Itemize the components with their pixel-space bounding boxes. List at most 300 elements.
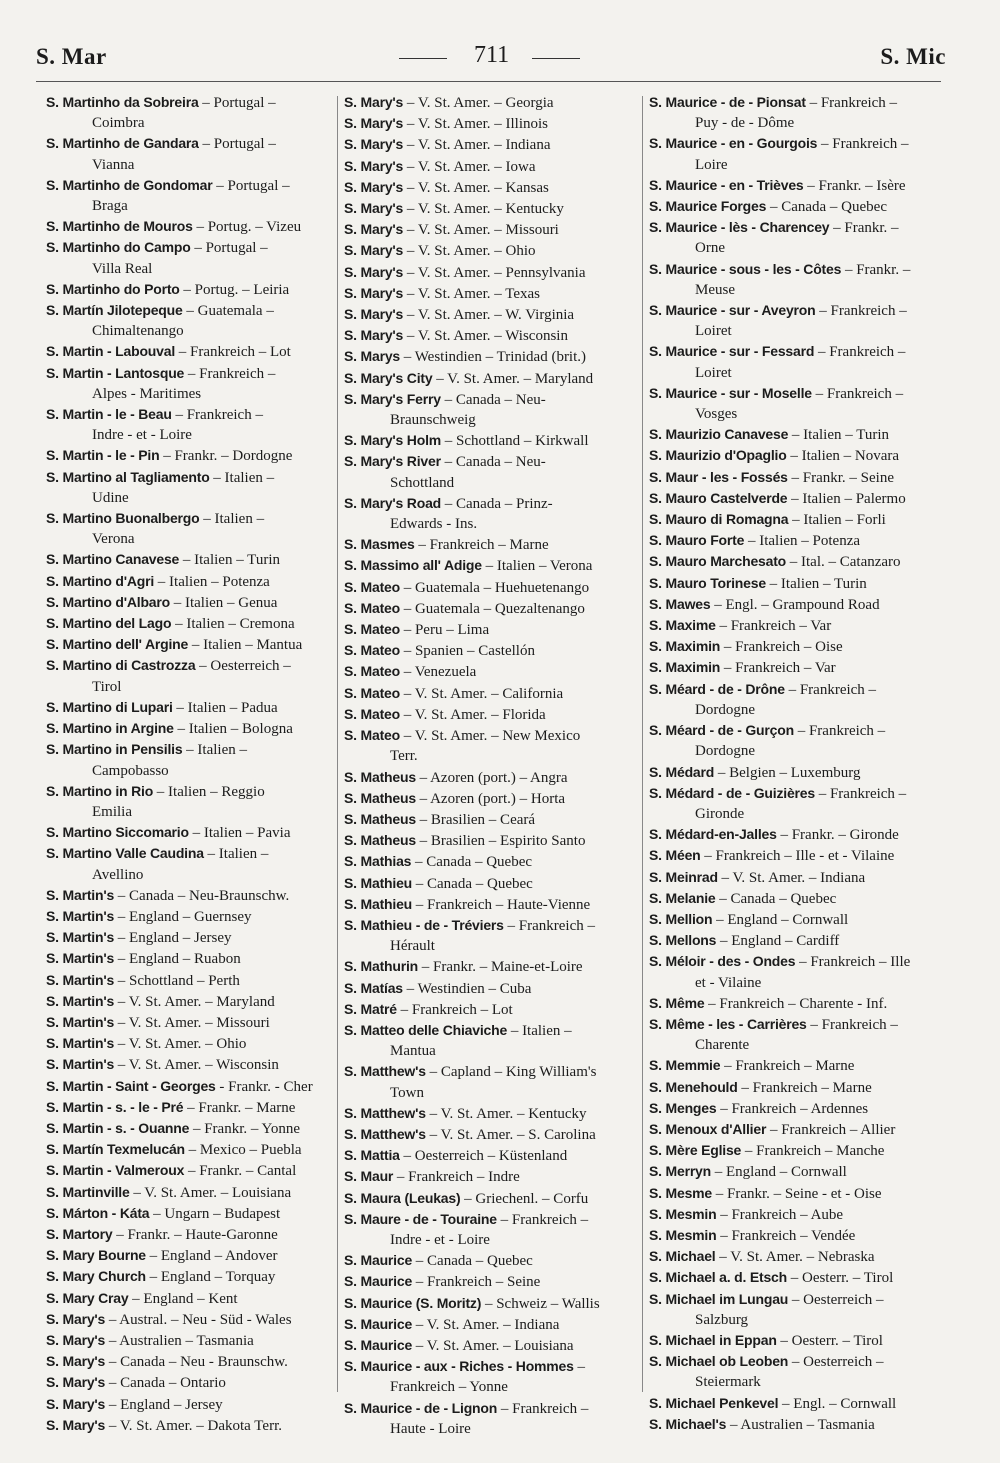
- gazetteer-entry: [344, 767, 636, 788]
- entry-line: [46, 781, 334, 802]
- place-location: – Griechenl. – Corfu: [460, 1190, 589, 1207]
- place-location: – Canada – Quebec: [412, 1253, 533, 1270]
- entry-line: [344, 851, 636, 872]
- place-location: – V. St. Amer. – New Mexico: [399, 728, 581, 745]
- gazetteer-entry: [46, 970, 334, 991]
- entry-line: [649, 1267, 945, 1288]
- place-location-continued: Emilia: [92, 803, 132, 820]
- place-location: – Azoren (port.) – Angra: [415, 769, 568, 786]
- place-location: – Canada – Ontario: [105, 1375, 226, 1392]
- place-location: – England – Cornwall: [711, 1164, 847, 1181]
- place-location: – Canada – Quebec: [411, 854, 533, 871]
- place-location: –: [573, 1359, 585, 1376]
- gazetteer-entry: [46, 948, 334, 969]
- gazetteer-entry: [649, 594, 945, 615]
- place-name: S. Maurice - lès - Charencey: [649, 219, 830, 236]
- entry-line: [344, 830, 636, 851]
- place-name: S. Mathieu: [344, 895, 413, 912]
- gazetteer-entry: [649, 259, 945, 300]
- place-name: S. Matheus: [344, 810, 416, 827]
- place-location-continued: Mantua: [390, 1043, 436, 1060]
- place-location: – Canada – Quebec: [715, 890, 837, 907]
- entry-line: [46, 133, 334, 154]
- gazetteer-entry: [649, 1183, 945, 1204]
- place-name: S. Massimo all' Adige: [344, 557, 482, 574]
- place-location-continued: Chimaltenango: [92, 323, 184, 340]
- place-name: S. Mateo: [344, 621, 400, 638]
- place-name: S. Martín Texmelucán: [46, 1141, 185, 1158]
- place-location: – Frankreich – Ille - et - Vilaine: [700, 848, 895, 865]
- place-location: – Spanien – Castellón: [399, 643, 535, 660]
- place-location: – Frankr. – Yonne: [189, 1120, 301, 1137]
- gazetteer-entry: [649, 1140, 945, 1161]
- gazetteer-entry: [649, 951, 945, 992]
- entry-line: [344, 640, 636, 661]
- gazetteer-entry: [649, 175, 945, 196]
- entry-line: [46, 363, 334, 384]
- place-location-continued: Meuse: [695, 281, 735, 298]
- place-location-continued: Haute - Loire: [390, 1420, 471, 1437]
- place-location-continued: Tirol: [92, 678, 122, 695]
- place-location: – V. St. Amer. – Kentucky: [403, 201, 564, 218]
- place-location: – Frankreich –: [784, 681, 877, 698]
- entry-line: [344, 1356, 636, 1377]
- place-location: – Canada – Quebec: [412, 875, 533, 892]
- place-name: S. Martin - Lantosque: [46, 364, 185, 381]
- place-location: – V. St. Amer. – California: [399, 685, 564, 702]
- place-name: S. Matheus: [344, 789, 416, 806]
- entry-line: [344, 1271, 636, 1292]
- place-location: – Frankreich –: [814, 344, 906, 361]
- entry-line: [46, 927, 334, 948]
- place-name: S. Matheus: [344, 832, 416, 849]
- place-name: S. Mary's River: [344, 453, 441, 470]
- entry-line: [46, 1266, 334, 1287]
- place-location-continued: Frankreich – Yonne: [390, 1379, 508, 1396]
- place-location: – Frankreich – Manche: [741, 1143, 885, 1160]
- gazetteer-entry: [649, 1351, 945, 1392]
- gazetteer-entry: [344, 198, 636, 219]
- place-location-continued: Town: [390, 1084, 424, 1101]
- entry-line: [46, 1118, 334, 1139]
- place-location-continued: Schottland: [390, 474, 455, 491]
- place-location: – Oesterreich – Küstenland: [399, 1148, 568, 1165]
- place-name: S. Martinho de Mouros: [46, 218, 193, 235]
- gazetteer-entry: [46, 822, 334, 843]
- gazetteer-entry: [344, 1124, 636, 1145]
- gazetteer-entry: [649, 783, 945, 824]
- gazetteer-entry: [649, 551, 945, 572]
- place-name: S. Même: [649, 994, 705, 1011]
- gazetteer-entry: [649, 1161, 945, 1182]
- place-location: – Italien – Pavia: [188, 825, 291, 842]
- place-name: S. Michael im Lungau: [649, 1290, 789, 1307]
- place-location: – Frankr. – Isère: [803, 177, 906, 194]
- gazetteer-entry: [649, 1055, 945, 1076]
- place-name: S. Mary's: [344, 94, 404, 110]
- entry-line: [649, 1014, 945, 1035]
- place-name: S. Matré: [344, 1000, 397, 1017]
- entry-line: [649, 133, 945, 154]
- place-name: S. Maurice - aux - Riches - Hommes: [344, 1358, 574, 1375]
- place-name: S. Mary's: [46, 1331, 106, 1348]
- place-location: – Frankreich – Ille: [795, 954, 911, 971]
- entry-line: [344, 1103, 636, 1124]
- gazetteer-entry: [649, 762, 945, 783]
- entry-line: [344, 894, 636, 915]
- gazetteer-entry: [344, 915, 636, 956]
- place-name: S. Martino d'Albaro: [46, 593, 170, 610]
- place-location: – Frankreich –: [817, 136, 909, 153]
- place-name: S. Martino d'Agri: [46, 572, 155, 589]
- gazetteer-entry: [649, 133, 945, 174]
- gazetteer-entry: [649, 1014, 945, 1055]
- gazetteer-entry: [344, 1250, 636, 1271]
- place-name: S. Maurice - sous - les - Côtes: [649, 260, 842, 277]
- gazetteer-entry: [46, 991, 334, 1012]
- place-name: S. Maurice - de - Lignon: [344, 1399, 498, 1416]
- entry-line: [46, 822, 334, 843]
- place-name: S. Mary's: [344, 200, 404, 217]
- gazetteer-entry: [649, 888, 945, 909]
- entry-line: [46, 1203, 334, 1224]
- gazetteer-entry: [46, 1288, 334, 1309]
- place-location: – V. St. Amer. – Florida: [399, 706, 546, 723]
- entry-line: [344, 156, 636, 177]
- column-2: [344, 92, 636, 1439]
- place-location: – Frankr. –: [829, 220, 899, 237]
- place-name: S. Martino Buonalbergo: [46, 510, 200, 527]
- place-location: – Ital. – Catanzaro: [786, 554, 901, 571]
- place-name: S. Mateo: [344, 642, 400, 659]
- gazetteer-entry: [649, 467, 945, 488]
- place-location: – Mexico – Puebla: [184, 1142, 302, 1159]
- gazetteer-entry: [344, 725, 636, 766]
- gazetteer-entry: [46, 906, 334, 927]
- place-name: S. Mary's: [344, 306, 404, 323]
- gazetteer-entry: [649, 92, 945, 133]
- gazetteer-entry: [649, 509, 945, 530]
- header-dash-right: [532, 58, 580, 59]
- place-location: – Frankr. – Marne: [183, 1099, 296, 1116]
- place-location-continued: Indre - et - Loire: [390, 1231, 490, 1248]
- gazetteer-entry: [649, 341, 945, 382]
- place-location: – Frankr. – Haute-Garonne: [112, 1226, 278, 1243]
- entry-line: [344, 134, 636, 155]
- entry-line: [649, 1393, 945, 1414]
- gazetteer-entry: [344, 325, 636, 346]
- place-name: S. Mellion: [649, 910, 713, 927]
- place-location: – Italien –: [182, 742, 247, 759]
- entry-line: [649, 467, 945, 488]
- place-name: S. Martino Valle Caudina: [46, 845, 204, 862]
- gazetteer-entry: [46, 279, 334, 300]
- gazetteer-entry: [344, 873, 636, 894]
- entry-line: [46, 279, 334, 300]
- place-name: S. Martino del Lago: [46, 615, 172, 632]
- entry-line: [344, 389, 636, 410]
- entry-line: [344, 704, 636, 725]
- place-location: – Guatemala – Quezaltenango: [399, 600, 585, 617]
- place-location-continued: Salzburg: [695, 1311, 749, 1328]
- entry-line: [649, 383, 945, 404]
- entry-line: [46, 1012, 334, 1033]
- place-location: – Frankreich – Var: [720, 660, 836, 677]
- place-location: – Italien – Palermo: [787, 490, 906, 507]
- place-name: S. Memmie: [649, 1057, 721, 1074]
- place-name: S. Mattia: [344, 1147, 400, 1164]
- place-name: S. Martin's: [46, 1035, 115, 1052]
- place-location: – Portugal –: [190, 240, 268, 257]
- place-location: – Canada – Neu - Braunschw.: [105, 1354, 288, 1371]
- gazetteer-entry: [46, 300, 334, 341]
- place-location: – V. St. Amer. – Nebraska: [715, 1249, 875, 1266]
- place-name: S. Maurice - de - Pionsat: [649, 94, 806, 110]
- place-name: S. Mesmin: [649, 1205, 717, 1222]
- place-location: – V. St. Amer. – Louisiana: [129, 1184, 292, 1201]
- place-name: S. Maurice: [344, 1336, 413, 1353]
- place-location: – Frankreich – Lot: [175, 344, 291, 361]
- place-name: S. Martin's: [46, 992, 115, 1009]
- place-name: S. Méen: [649, 847, 701, 864]
- gazetteer-entry: [344, 1271, 636, 1292]
- place-location-continued: Campobasso: [92, 762, 169, 779]
- entry-line: [344, 598, 636, 619]
- header-dash-left: [399, 58, 447, 59]
- place-name: S. Matthew's: [344, 1063, 426, 1080]
- gazetteer-entry: [649, 1119, 945, 1140]
- place-name: S. Mary's: [344, 157, 404, 174]
- place-location: – Frankreich –: [815, 303, 907, 320]
- entry-line: [46, 948, 334, 969]
- column-divider: [642, 96, 643, 1392]
- gazetteer-entry: [649, 300, 945, 341]
- entry-line: [649, 445, 945, 466]
- place-name: S. Mary's: [344, 136, 404, 153]
- place-location: – Italien – Genua: [169, 594, 278, 611]
- place-location: – Canada – Neu-: [440, 391, 546, 408]
- gazetteer-entry: [649, 573, 945, 594]
- entry-line: [649, 845, 945, 866]
- gazetteer-entry: [649, 488, 945, 509]
- place-location: – Frankreich – Haute-Vienne: [412, 896, 591, 913]
- gazetteer-entry: [46, 571, 334, 592]
- place-name: S. Martino in Argine: [46, 720, 174, 737]
- place-location: – Engl. – Cornwall: [778, 1395, 897, 1412]
- place-location: – Italien – Potenza: [154, 573, 270, 590]
- place-name: S. Mary's: [46, 1374, 106, 1391]
- place-location: – Frankreich –: [814, 785, 907, 802]
- entry-line: [344, 368, 636, 389]
- entry-line: [46, 467, 334, 488]
- place-name: S. Méard - de - Drône: [649, 680, 785, 697]
- entry-line: [649, 259, 945, 280]
- place-name: S. Marys: [344, 348, 400, 365]
- place-location: – Engl. – Grampound Road: [710, 596, 880, 613]
- place-location-continued: Dordogne: [695, 701, 755, 718]
- entry-line: [649, 636, 945, 657]
- place-location: – Italien – Cremona: [171, 616, 295, 633]
- gazetteer-entry: [649, 615, 945, 636]
- place-location: – V. St. Amer. – Georgia: [403, 95, 554, 111]
- place-name: S. Mauro di Romagna: [649, 511, 789, 528]
- place-location-continued: Steiermark: [695, 1374, 761, 1391]
- entry-line: [46, 404, 334, 425]
- entry-line: [649, 175, 945, 196]
- entry-line: [649, 1161, 945, 1182]
- place-location: – Italien – Turin: [179, 552, 280, 569]
- place-location: – V. St. Amer. – Maryland: [432, 370, 594, 387]
- entry-line: [46, 718, 334, 739]
- gazetteer-entry: [344, 894, 636, 915]
- header-rule: [36, 81, 941, 82]
- entry-line: [649, 488, 945, 509]
- place-location: – Australien – Tasmania: [726, 1416, 875, 1433]
- page-number: 711: [474, 42, 510, 68]
- place-name: S. Martino di Lupari: [46, 698, 173, 715]
- gazetteer-entry: [46, 237, 334, 278]
- gazetteer-entry: [46, 1097, 334, 1118]
- place-location: – V. St. Amer. – Dakota Terr.: [105, 1417, 282, 1434]
- place-name: S. Melanie: [649, 889, 716, 906]
- place-location: – Frankreich – Var: [715, 618, 832, 635]
- entry-line: [46, 237, 334, 258]
- place-name: S. Martino di Castrozza: [46, 657, 196, 674]
- place-location: – Ungarn – Budapest: [149, 1205, 281, 1222]
- place-location: – Frankreich – Marne: [737, 1079, 872, 1096]
- place-name: S. Mary's: [344, 263, 404, 280]
- gazetteer-entry: [46, 739, 334, 780]
- place-location: – V. St. Amer. – Ohio: [114, 1036, 247, 1053]
- gazetteer-entry: [344, 134, 636, 155]
- gazetteer-entry: [46, 1012, 334, 1033]
- gazetteer-entry: [344, 851, 636, 872]
- place-name: S. Martin's: [46, 907, 115, 924]
- place-location: – Frankr. – Maine-et-Loire: [418, 959, 583, 976]
- entry-line: [649, 1351, 945, 1372]
- gazetteer-entry: [46, 92, 334, 133]
- entry-line: [344, 325, 636, 346]
- gazetteer-entry: [344, 640, 636, 661]
- gazetteer-entry: [344, 493, 636, 534]
- entry-line: [649, 951, 945, 972]
- entry-line: [649, 509, 945, 530]
- place-name: S. Meinrad: [649, 868, 718, 885]
- place-name: S. Mary's: [344, 221, 404, 238]
- place-name: S. Michael Penkevel: [649, 1394, 779, 1411]
- gazetteer-entry: [46, 1182, 334, 1203]
- place-location: – Italien – Verona: [481, 558, 593, 575]
- gazetteer-entry: [649, 1204, 945, 1225]
- place-location-continued: Orne: [695, 240, 725, 257]
- place-location: – Belgien – Luxemburg: [714, 764, 861, 781]
- gazetteer-entry: [46, 1415, 334, 1436]
- place-location-continued: Terr.: [390, 748, 418, 765]
- place-location: – England – Andover: [145, 1248, 278, 1265]
- entry-line: [46, 1054, 334, 1075]
- entry-line: [649, 993, 945, 1014]
- place-name: S. Mary's: [344, 242, 404, 259]
- place-location: – Canada – Prinz-: [441, 495, 553, 512]
- gazetteer-entry: [649, 530, 945, 551]
- place-name: S. Maurice - en - Gourgois: [649, 135, 818, 152]
- place-location-continued: Udine: [92, 489, 129, 506]
- place-location: – England – Kent: [128, 1290, 238, 1307]
- place-location: – Italien –: [199, 511, 265, 528]
- gazetteer-entry: [649, 196, 945, 217]
- place-name: S. Martin's: [46, 1056, 115, 1073]
- place-location-continued: Gironde: [695, 805, 745, 822]
- entry-line: [46, 1288, 334, 1309]
- place-location: – V. St. Amer. – Wisconsin: [114, 1057, 279, 1074]
- entry-line: [344, 240, 636, 261]
- entry-line: [46, 739, 334, 760]
- place-location: – Guatemala – Huehuetenango: [399, 579, 590, 596]
- gazetteer-entry: [344, 598, 636, 619]
- entry-line: [649, 551, 945, 572]
- gazetteer-entry: [46, 1224, 334, 1245]
- entry-line: [46, 300, 334, 321]
- gazetteer-entry: [46, 508, 334, 549]
- gazetteer-entry: [46, 445, 334, 466]
- place-name: S. Martin's: [46, 1013, 115, 1030]
- place-name: S. Maurizio Canavese: [649, 426, 789, 443]
- gazetteer-entry: [344, 1145, 636, 1166]
- entry-line: [649, 888, 945, 909]
- place-name: S. Martino Canavese: [46, 551, 180, 568]
- place-name: S. Mary's City: [344, 369, 433, 386]
- entry-line: [46, 175, 334, 196]
- place-name: S. Mary Bourne: [46, 1247, 146, 1264]
- place-location-continued: Charente: [695, 1037, 750, 1054]
- place-name: S. Maurice (S. Moritz): [344, 1294, 482, 1311]
- place-name: S. Maurice - en - Trièves: [649, 176, 804, 193]
- gazetteer-entry: [344, 113, 636, 134]
- place-name: S. Mauro Castelverde: [649, 489, 788, 506]
- gazetteer-entry: [46, 613, 334, 634]
- column-1: [46, 92, 334, 1436]
- place-name: S. Michael: [649, 1248, 716, 1265]
- place-location: – V. St. Amer. – Missouri: [403, 222, 559, 239]
- entry-line: [344, 661, 636, 682]
- place-location: – Portugal –: [198, 136, 276, 153]
- gazetteer-entry: [344, 704, 636, 725]
- gazetteer-entry: [649, 679, 945, 720]
- entry-line: [649, 92, 945, 113]
- gazetteer-entry: [46, 1330, 334, 1351]
- place-location: – V. St. Amer. – Maryland: [114, 993, 275, 1010]
- place-location: – Capland – King William's: [425, 1064, 597, 1081]
- entry-line: [344, 1188, 636, 1209]
- entry-line: [649, 594, 945, 615]
- entry-line: [344, 1166, 636, 1187]
- place-name: S. Merryn: [649, 1163, 711, 1180]
- place-location: – Australien – Tasmania: [105, 1332, 254, 1349]
- entry-line: [344, 1209, 636, 1230]
- running-head-left: S. Mar: [36, 44, 107, 69]
- place-name: S. Martinville: [46, 1183, 130, 1200]
- place-location: – Frankreich –: [503, 917, 595, 934]
- place-name: S. Mère Eglise: [649, 1142, 742, 1159]
- entry-line: [46, 508, 334, 529]
- place-name: S. Martin's: [46, 929, 115, 946]
- entry-line: [344, 1020, 636, 1041]
- entry-line: [344, 873, 636, 894]
- entry-line: [649, 196, 945, 217]
- place-location: – England – Cardiff: [716, 933, 840, 950]
- entry-line: [46, 1372, 334, 1393]
- place-location: – Portug. – Vizeu: [192, 219, 302, 236]
